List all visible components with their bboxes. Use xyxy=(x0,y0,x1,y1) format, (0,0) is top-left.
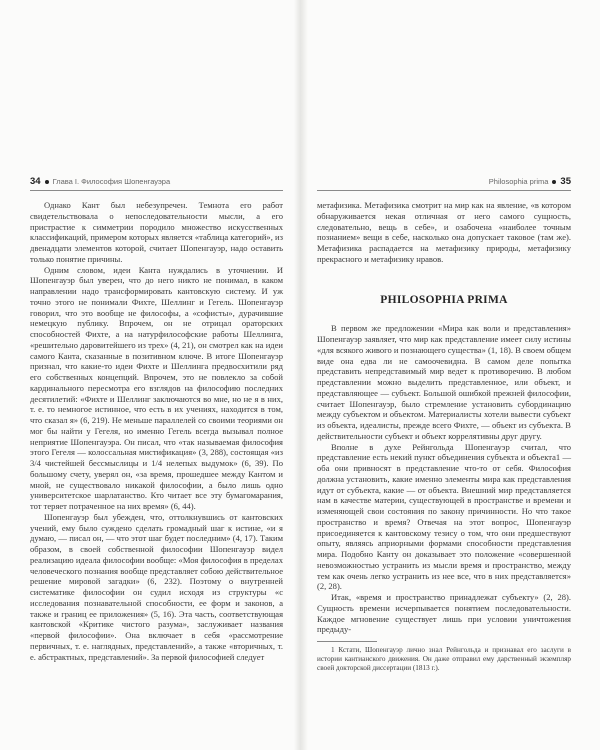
paragraph: Шопенгауэр был убежден, что, оттолкнувшись от кантовских учений, ему было суждено сделать громадный шаг к истине, «и я думаю, — писал он, — что этот шаг будет последним» (4, 17). Таким образом, в своей собственной философии Шопенгауэр видел реализацию идеала философии вообще: «Моя философия в пределах человеческого познания вообще представляет собою действительное решение мировой загадки» (6, 232). Поэтому о внутренней систематике философии он судил исходя из структуры «с исследования познавательной способности, ее форм и законов, а также и границ ее приложения» (5, 16). Эта часть, соответствующая кантовской «Критике чистого разума», заслуживает названия «первой философии». Она включает в себя «рассмотрение первичных, т. е. наглядных, представлений», а также «вторичных, т. е. абстрактных, представлений». За первой философией следует xyxy=(30,511,283,662)
bullet-icon xyxy=(552,180,556,184)
left-page-number: 34 xyxy=(30,176,41,187)
bullet-icon xyxy=(45,180,49,184)
paragraph: Вполне в духе Рейнгольда Шопенгауэр считал, что представление есть некий пункт объединения субъекта и объекта1 — оба они привносят в представление что-то от себя. Философия должна установить, какие именно элементы мира как представления идут от субъекта, какие — от объекта. Внешний мир представляется нам в качестве материи, существующей в пространстве и времени и изменяющей свои состояния по закону причинности. Но что такое пространство и время? Отвечая на этот вопрос, Шопенгауэр присоединяется к кантовскому тезису о том, что они предшествуют опыту, являясь априорными формами способности представления мира. Подобно Канту он доказывает это положение «совершенной невозможностью устранить из мысли время и пространство, между тем как очень легко устранить из нее все, что в них представляется» (2, 28). xyxy=(317,441,571,592)
paragraph: В первом же предложении «Мира как воли и представления» Шопенгауэр заявляет, что мир как представление имеет силу истины «для всякого живого и познающего существа» (1, 18). В своем общем виде она едва ли не самоочевидна. В самом деле попытка представить непредставимый мир ведет к противоречию. В любом представлении можно выделить представленное, или объект, и представляющее — субъект. Большой ошибкой прежней философии, считает Шопенгауэр, было стремление установить субординацию между субъектом и объектом. Материалисты хотели вывести субъект из объекта, идеалисты, прежде всего Фихте, — объект из субъекта. В действительности субъект и объект коррелятивны друг другу. xyxy=(317,323,571,441)
left-running-header xyxy=(30,176,283,191)
left-page-body xyxy=(30,200,283,662)
book-gutter xyxy=(294,0,308,750)
paragraph: Одним словом, идеи Канта нуждались в уточнении. И Шопенгауэр был уверен, что до него никто не понимал, в каком направлении надо трансформировать кантовскую систему. И уж точно этого не понимали Фихте, Шеллинг и Гегель. Шопенгауэр говорил, что это вообще не философы, а «софисты», дурачившие немецкую публику. Впрочем, он не отрицал ораторских способностей Фихте, а на натурфилософские работы Шеллинга, «решительно даровитейшего из трех» (4, 21), он смотрел как на идеи самого Канта, сказанные в позитивном ключе. В итоге Шопенгауэр признал, что какие-то идеи Фихте и Шеллинга предвосхитили ряд его собственных концепций. Впрочем, это не повлекло за собой кардинального пересмотра его взглядов на философию последних десятилетий: «Фихте и Шеллинг заключаются во мне, но не я в них, т. е. то немногое истинное, что есть в их учениях, находится в том, что сказал я» (6, 219). Не меньше параллелей со своими теориями он мог бы найти у Гегеля, но именно Гегель всегда вызывал полное неприятие Шопенгауэра. Он писал, что «так называемая философия этого Гегеля — колоссальная мистификация» (3, 288), состоящая «из 3/4 чистейшей бессмыслицы и 1/4 нелепых выдумок» (6, 39). По большому счету, уверял он, «за время, прошедшее между Кантом и мной, не существовало никакой философии, а было лишь одно университетское шарлатанство. Кто читает все эту бумагомарания, тот теряет потраченное на них время» (6, 44). xyxy=(30,264,283,511)
paragraph: Однако Кант был небезупречен. Темнота его работ свидетельствовала о непоследовательности мысли, а его пристрастие к симметрии породило множество искусственных классификаций, примером которых является «таблица категорий», из двенадцати элементов которой, считает Шопенгауэр, надо оставить только понятие причины. xyxy=(30,200,283,264)
footnote: 1 Кстати, Шопенгауэр лично знал Рейнгольда и признавал его заслуги в истории кантианского движения. Он даже отправил ему дарственный экземпляр своей докторской диссертации (1813 г.). xyxy=(317,646,571,672)
right-running-head-text: Philosophia prima xyxy=(488,177,549,186)
right-page-number: 35 xyxy=(560,176,571,187)
right-page-body xyxy=(317,200,571,673)
footnote-rule xyxy=(317,641,377,642)
paragraph-continued: метафизика. Метафизика смотрит на мир как на явление, «в котором обнаруживается некая отличная от него самого сущность, следовательно, вещь в себе», и озабочена «наиболее точным познанием» вещи в себе, насколько она допускает таковое (там же). Метафизика распадается на метафизику природы, метафизику прекрасного и метафизику нравов. xyxy=(317,200,571,264)
section-title: PHILOSOPHIA PRIMA xyxy=(380,293,508,306)
right-running-header xyxy=(317,176,571,191)
paragraph: Итак, «время и пространство принадлежат субъекту» (2, 28). Сущность времени исчерпывается понятием последовательности. Каждое мгновение существует лишь при условии уничтожения предыду- xyxy=(317,592,571,635)
left-running-head-text: Глава I. Философия Шопенгауэра xyxy=(52,177,171,186)
